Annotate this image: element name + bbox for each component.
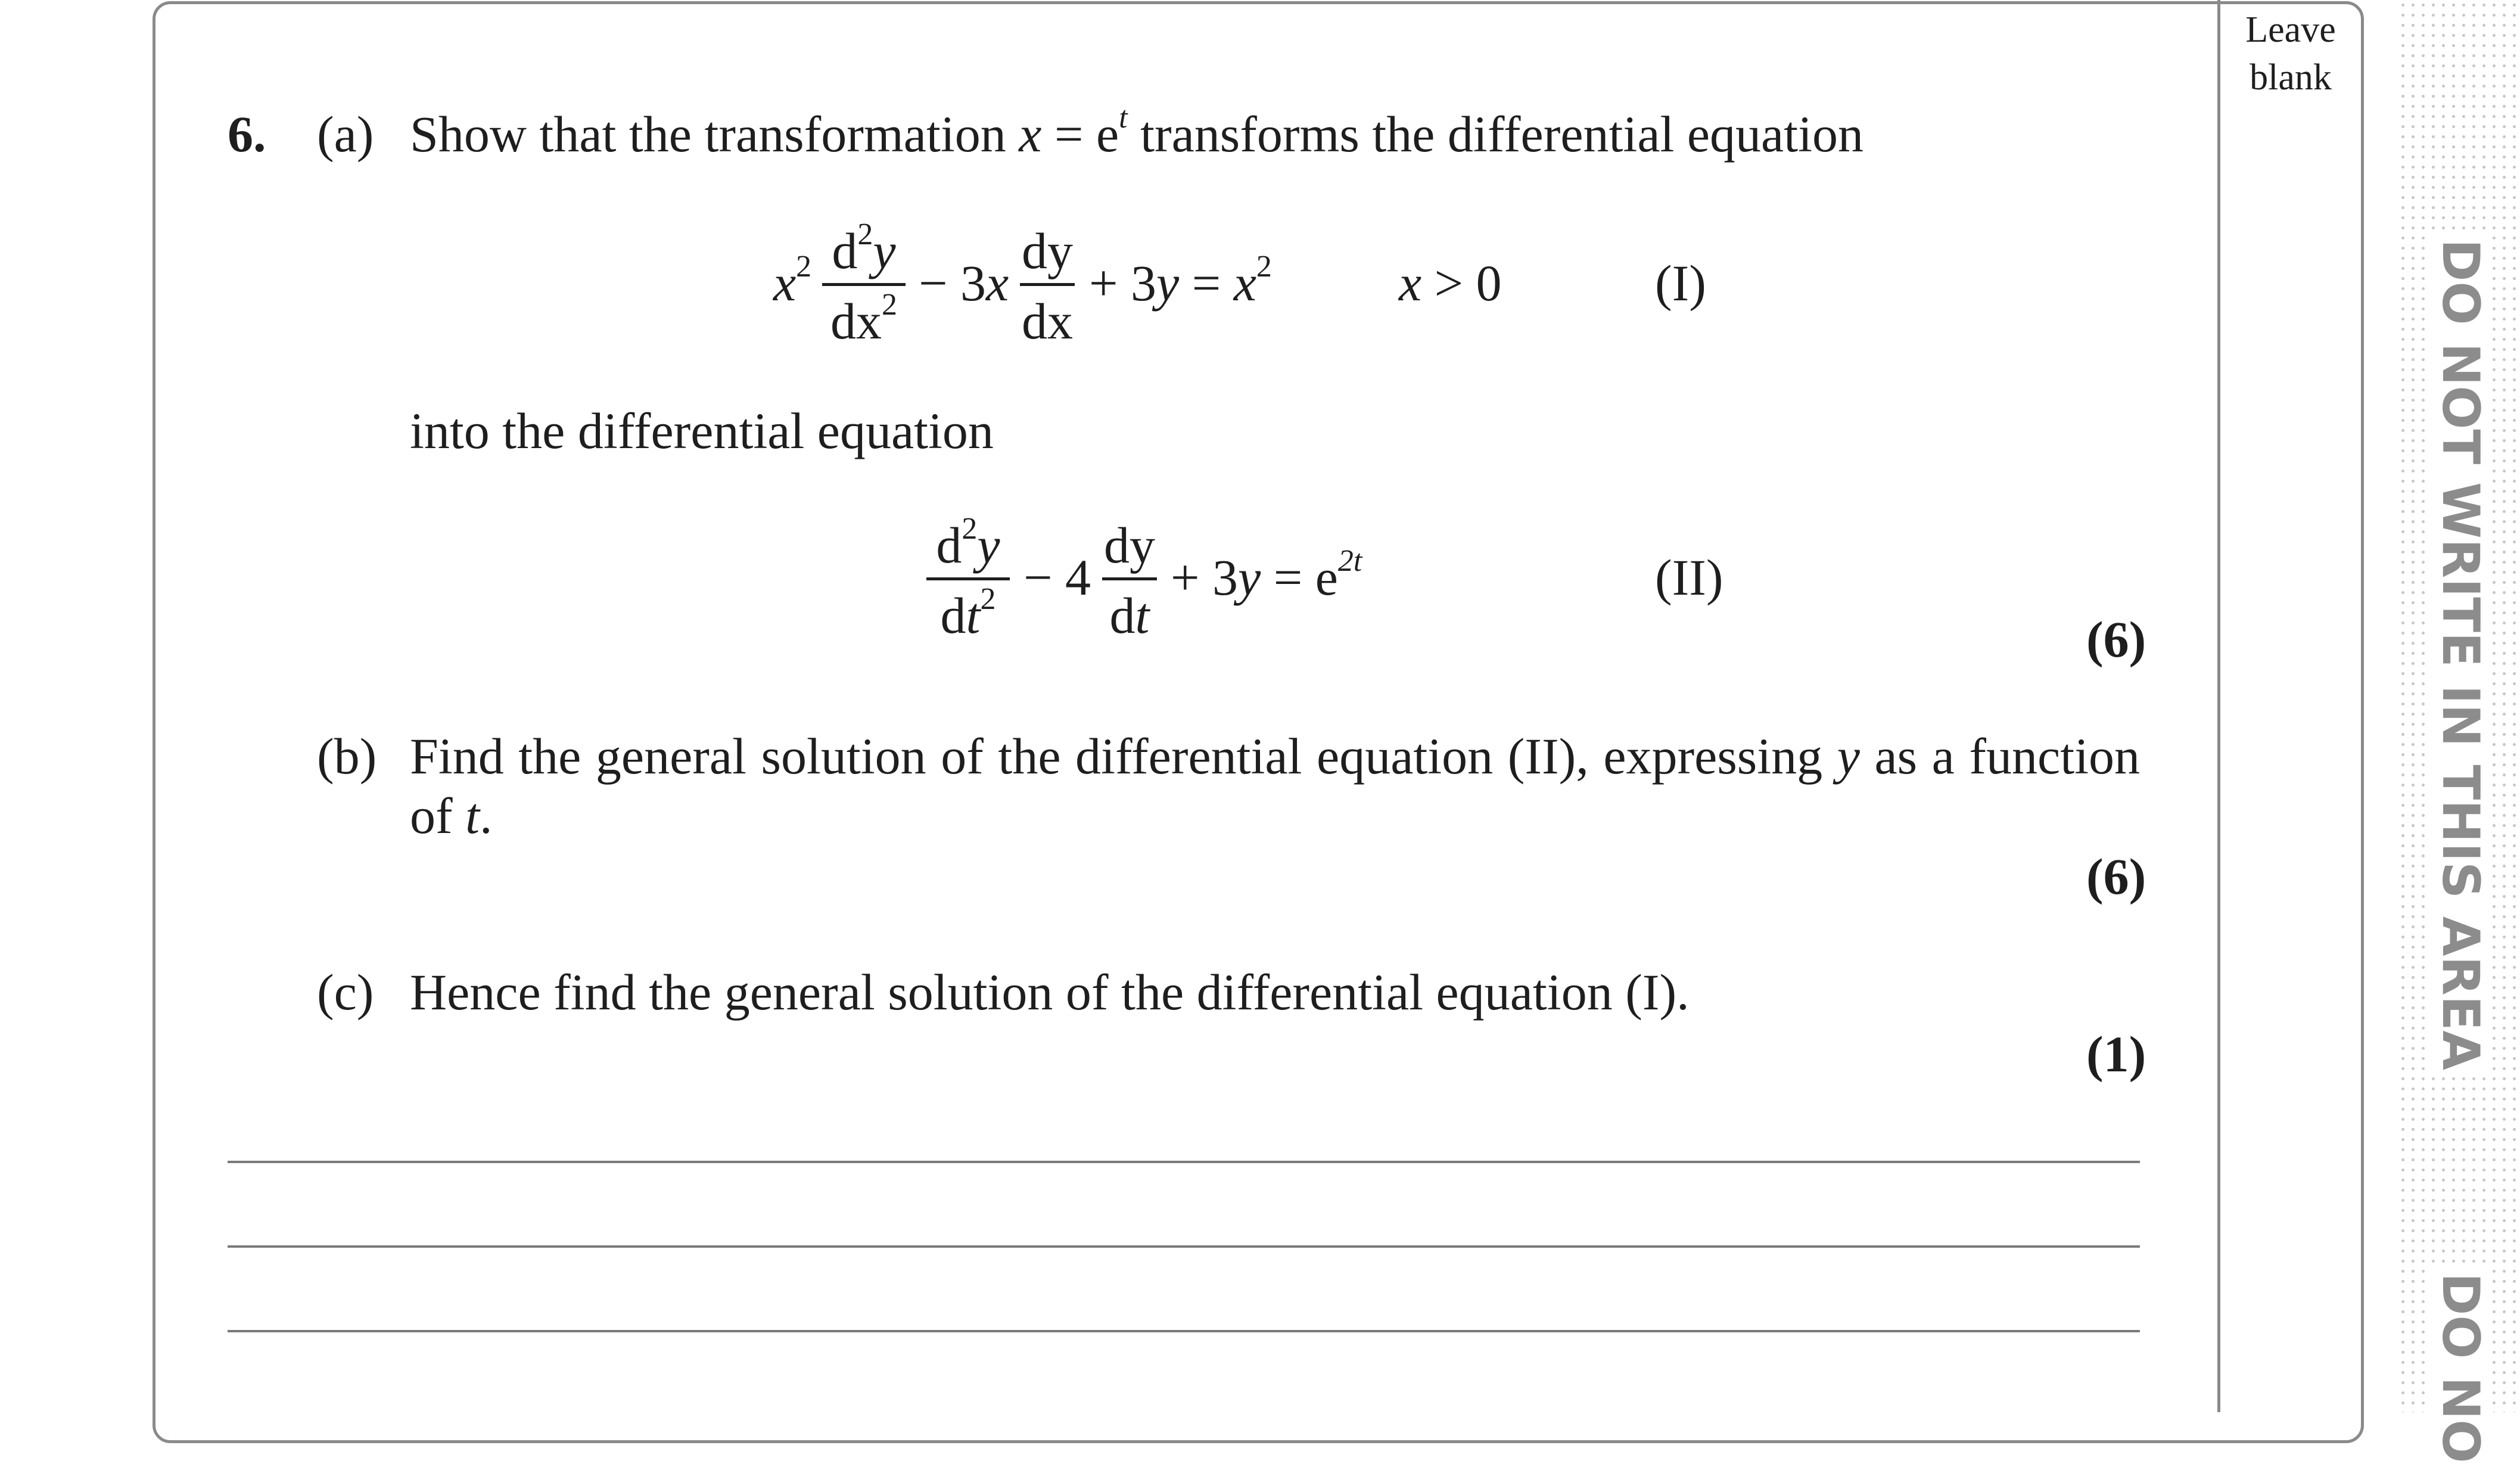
leave-label: Leave bbox=[2245, 10, 2336, 50]
answer-line[interactable] bbox=[228, 1161, 2140, 1163]
part-b-line1: Find the general solution of the differential equation (II), expressing y as a function bbox=[410, 728, 2140, 785]
eq1-condition: x > 0 bbox=[1399, 254, 1502, 312]
eq1-lead-term: $x^2$ bbox=[773, 250, 812, 312]
part-a-label: (a) bbox=[317, 105, 374, 163]
eq2-fraction-dy-dt: dy dt bbox=[1102, 520, 1157, 639]
do-not-write-strip bbox=[2398, 0, 2517, 1463]
part-c-label: (c) bbox=[317, 964, 374, 1021]
leave-blank-divider bbox=[2217, 0, 2220, 1412]
part-c-text: Hence find the general solution of the differential equation (I). bbox=[410, 964, 1690, 1021]
part-a-intro: Show that the transformation $x = e^t$ transforms the differential equation bbox=[410, 101, 1864, 163]
into-text: into the differential equation bbox=[410, 402, 994, 459]
eq2-middle-term: − 4 bbox=[1023, 549, 1091, 606]
part-b-label: (b) bbox=[317, 728, 377, 785]
part-b-marks: (6) bbox=[2086, 848, 2146, 905]
leave-blank-column-header bbox=[2228, 6, 2353, 101]
page-border bbox=[153, 1, 2364, 1443]
do-not-write-label: DO NOT WRITE IN THIS AREA bbox=[2431, 235, 2490, 1074]
eq2-fraction-d2y-dt2: $d^2y$ $dt^2$ bbox=[926, 520, 1010, 639]
answer-line[interactable] bbox=[228, 1245, 2140, 1248]
part-a-marks: (6) bbox=[2086, 611, 2146, 668]
answer-line[interactable] bbox=[228, 1330, 2140, 1332]
part-c-marks: (1) bbox=[2086, 1025, 2146, 1083]
eq2-right-side: + $3y = e^{2t}$ bbox=[1171, 544, 1362, 606]
eq1-fraction-dy-dx: dy dx bbox=[1020, 225, 1075, 344]
eq2-tag: (II) bbox=[1655, 549, 1723, 606]
do-not-write-label-partial: DO NO bbox=[2431, 1269, 2490, 1467]
eq1-fraction-d2y-dx2: $d^2y$ $dx^2$ bbox=[822, 225, 906, 344]
question-number: 6. bbox=[228, 105, 266, 163]
eq1-tag: (I) bbox=[1655, 254, 1706, 312]
eq1-right-side: + $3y = x^2$ bbox=[1089, 250, 1272, 312]
part-b-line2: of t. bbox=[410, 787, 493, 844]
blank-label: blank bbox=[2250, 57, 2332, 98]
eq1-middle-term: − 3x bbox=[919, 254, 1009, 312]
